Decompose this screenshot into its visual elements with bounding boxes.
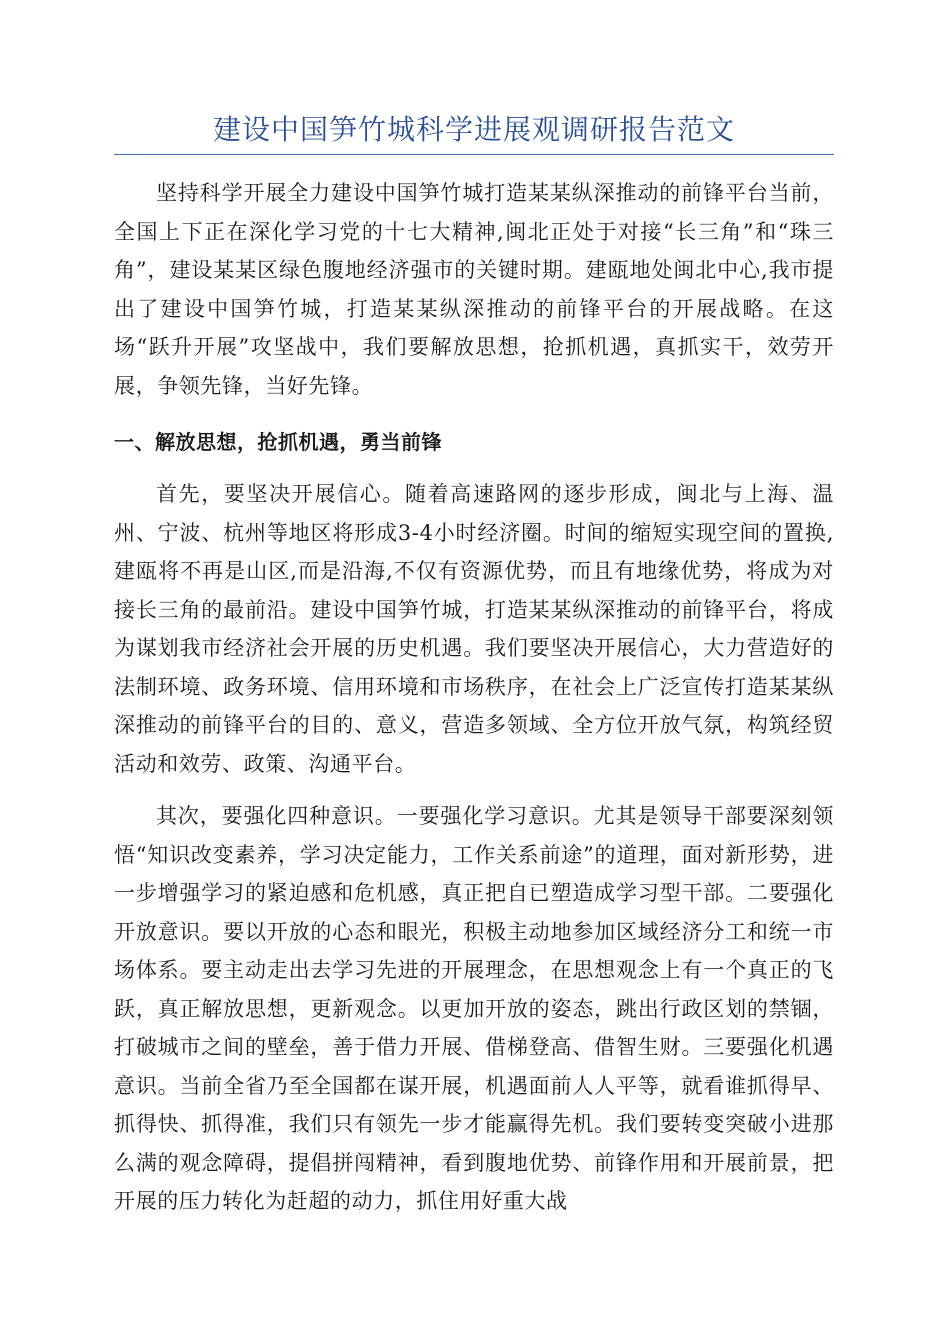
title-underline [114, 154, 834, 155]
paragraph-spacer [114, 783, 834, 797]
document-body [114, 174, 834, 1221]
document-title: 建设中国笋竹城科学进展观调研报告范文 [212, 113, 735, 146]
body-paragraph-awareness: 其次，要强化四种意识。一要强化学习意识。尤其是领导干部要深刻领悟“知识改变素养，学习决定能力，工作关系前途”的道理，面对新形势，进一步增强学习的紧迫感和危机感，真正把自已塑造成学习型干部。二要强化开放意识。要以开放的心态和眼光，积极主动地参加区域经济分工和统一市场体系。要主动走出去学习先进的开展理念，在思想观念上有一个真正的飞跃，真正解放思想，更新观念。以更加开放的姿态，跳出行政区划的禁锢，打破城市之间的壁垒，善于借力开展、借梯登高、借智生财。三要强化机遇意识。当前全省乃至全国都在谋开展，机遇面前人人平等，就看谁抓得早、抓得快、抓得准，我们只有领先一步才能赢得先机。我们要转变突破小进那么满的观念障碍，提倡拼闯精神，看到腹地优势、前锋作用和开展前景，把开展的压力转化为赶超的动力，抓住用好重大战 [114, 804, 834, 1213]
intro-paragraph: 坚持科学开展全力建设中国笋竹城打造某某纵深推动的前锋平台当前，全国上下正在深化学习党的十七大精神,闽北正处于对接“长三角”和“珠三角”，建设某某区绿色腹地经济强市的关键时期。建瓯地处闽北中心,我市提出了建设中国笋竹城，打造某某纵深推动的前锋平台的开展战略。在这场“跃升开展”攻坚战中，我们要解放思想，抢抓机遇，真抓实干，效劳开展，争领先锋，当好先锋。 [114, 181, 834, 398]
section-heading: 一、解放思想，抢抓机遇，勇当前锋 [114, 430, 442, 454]
body-paragraph-confidence: 首先，要坚决开展信心。随着高速路网的逐步形成，闽北与上海、温州、宁波、杭州等地区将形成3-4小时经济圈。时间的缩短实现空间的置换,建瓯将不再是山区,而是沿海,不仅有资源优势，而且有地缘优势，将成为对接长三角的最前沿。建设中国笋竹城，打造某某纵深推动的前锋平台，将成为谋划我市经济社会开展的历史机遇。我们要坚决开展信心，大力营造好的法制环境、政务环境、信用环境和市场秩序，在社会上广泛宣传打造某某纵深推动的前锋平台的目的、意义，营造多领域、全方位开放气氛，构筑经贸活动和效劳、政策、沟通平台。 [114, 482, 834, 776]
